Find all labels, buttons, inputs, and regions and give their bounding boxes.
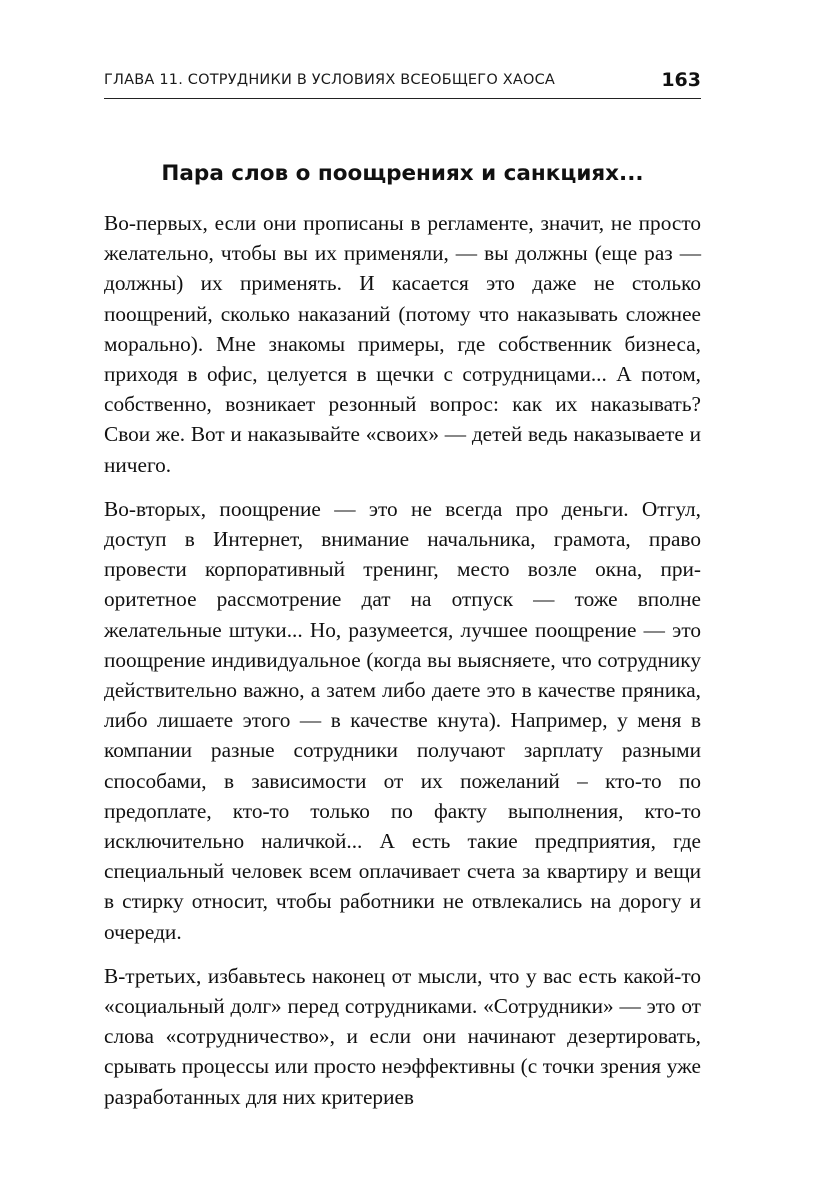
body-text — [104, 208, 701, 1126]
running-header — [104, 70, 701, 99]
page-number: 163 — [661, 69, 701, 91]
chapter-title: ГЛАВА 11. СОТРУДНИКИ В УСЛОВИЯХ ВСЕОБЩЕГО ХАОСА — [104, 72, 556, 88]
paragraph-second: Во-вторых, поощрение — это не всегда про деньги. Отгул, доступ в Интернет, внимание начальника, грамота, право провести корпоративный тренинг, место возле окна, приоритетное рассмотрение дат на отпуск — тоже вполне желательные штуки... Но, разумеется, лучшее поощрение — это поощрение индивидуальное (когда вы выясняете, что сотруднику действительно важно, а затем либо даете это в качестве пряника, либо лишаете этого — в качестве кнута). Например, у меня в компании разные сотрудники получают зарплату разными способами, в зависимости от их пожеланий – кто-то по предоплате, кто-то только по факту выполнения, кто-то исключительно наличкой... А есть такие предприятия, где специальный человек всем оплачивает счета за квартиру и вещи в стирку относит, чтобы работники не отвлекались на дорогу и очереди. — [104, 496, 701, 944]
section-heading: Пара слов о поощрениях и санкциях... — [161, 161, 644, 186]
paragraph-third: В-третьих, избавьтесь наконец от мысли, что у вас есть какой-то «социальный долг» перед сотрудниками. «Сотрудники» — это от слова «сотрудничество», и если они начинают дезертировать, срывать процессы или просто неэффективны (с точки зрения уже разработанных для них критериев — [104, 963, 701, 1109]
paragraph-first: Во-первых, если они прописаны в регламенте, значит, не просто желательно, чтобы вы их применяли, — вы должны (еще раз — должны) их применять. И касается это даже не столько поощрений, сколько наказаний (потому что наказывать сложнее морально). Мне знакомы примеры, где собственник бизнеса, приходя в офис, целуется в щечки с сотрудницами... А потом, собственно, возникает резонный вопрос: как их наказывать? Свои же. Вот и наказывайте «своих» — детей ведь наказываете и ничего. — [104, 211, 701, 477]
